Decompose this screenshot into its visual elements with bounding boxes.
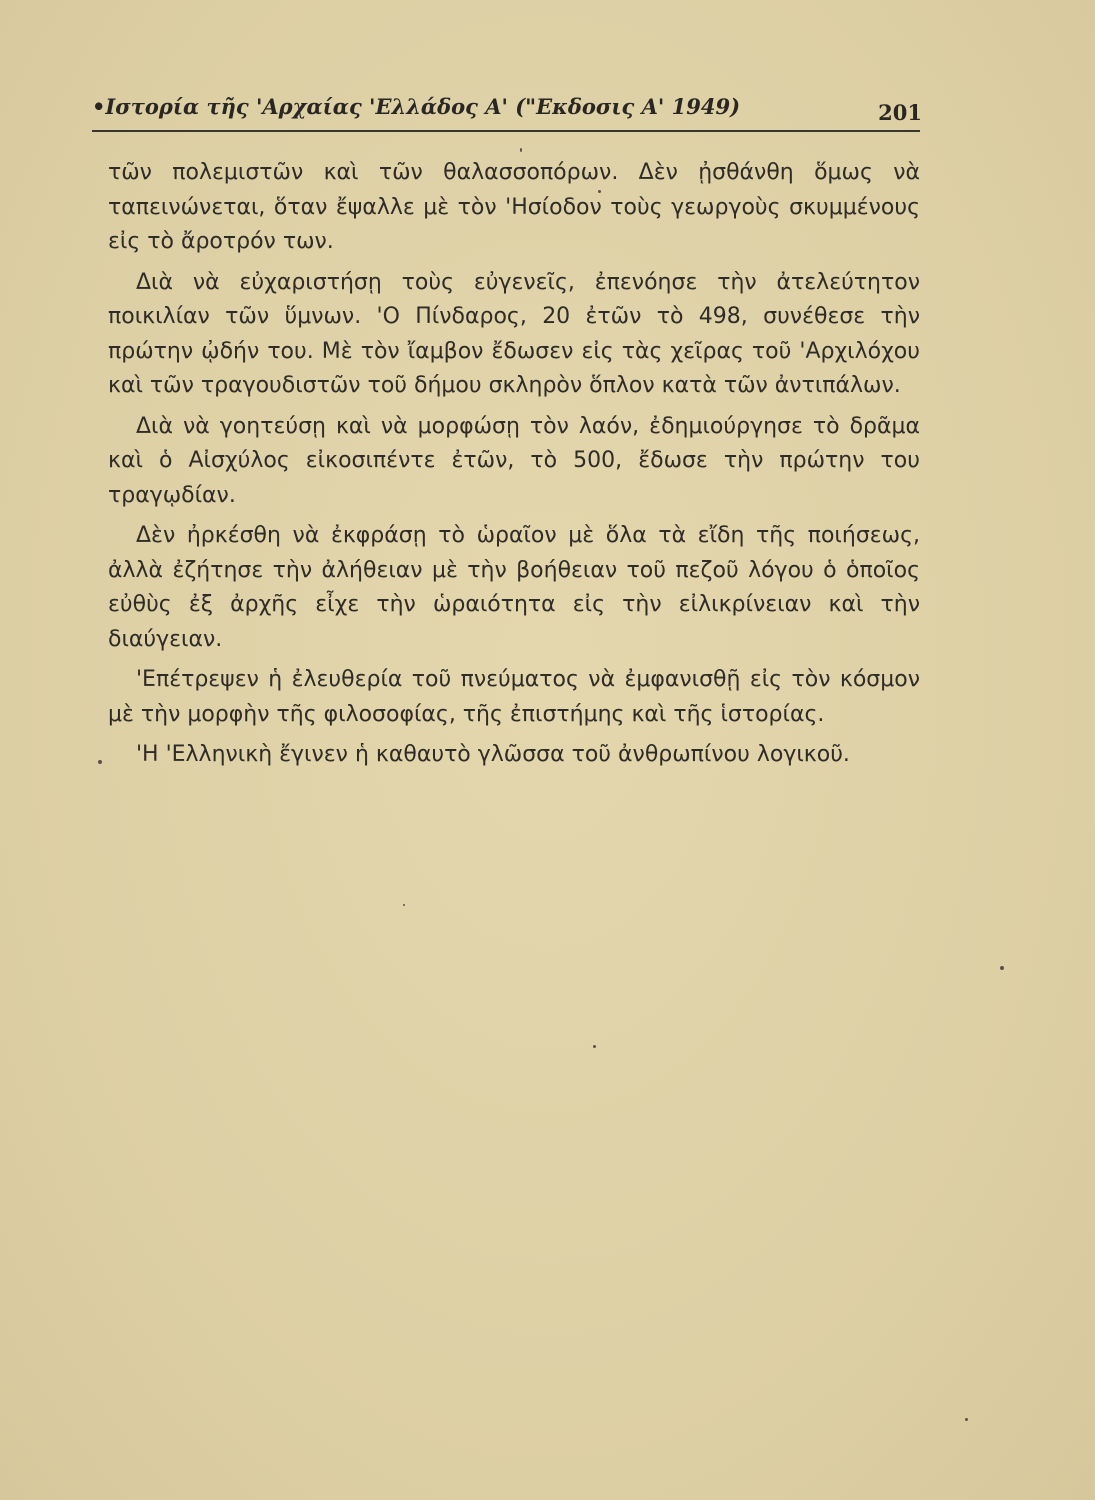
paper-speck: [598, 190, 601, 193]
paper-speck: [520, 148, 522, 152]
paper-speck: [98, 760, 102, 764]
paragraph-1: τῶν πολεμιστῶν καὶ τῶν θαλασσοπόρων. Δὲν ᾐσθάνθη ὅμως νὰ ταπεινώνεται, ὅταν ἔψαλλε μὲ τὸν 'Ησίοδον τοὺς γεωργοὺς σκυμμένους εἰς τὸ ἄροτρόν των.: [108, 160, 920, 254]
running-head: •Ιστορία τῆς 'Αρχαίας 'Ελλάδος Α' ("Εκδοσις Α' 1949): [92, 94, 741, 119]
paragraph-3: Διὰ νὰ γοητεύσῃ καὶ νὰ μορφώσῃ τὸν λαόν, ἐδημιούργησε τὸ δρᾶμα καὶ ὁ Αἰσχύλος εἰκοσιπέντε ἐτῶν, τὸ 500, ἔδωσε τὴν πρώτην του τραγῳδίαν.: [108, 413, 920, 508]
paper-speck: [403, 904, 405, 906]
paragraph-4: Δὲν ἠρκέσθη νὰ ἐκφράσῃ τὸ ὡραῖον μὲ ὅλα τὰ εἴδη τῆς ποιήσεως, ἀλλὰ ἐζήτησε τὴν ἀλήθειαν μὲ τὴν βοήθειαν τοῦ πεζοῦ λόγου ὁ ὁποῖος εὐθὺς ἐξ ἀρχῆς εἶχε τὴν ὡραιότητα εἰς τὴν εἰλικρίνειαν καὶ τὴν διαύγειαν.: [108, 523, 920, 652]
header-rule: [92, 130, 920, 132]
paragraph-6: 'Η 'Ελληνικὴ ἔγινεν ἡ καθαυτὸ γλῶσσα τοῦ ἀνθρωπίνου λογικοῦ.: [136, 742, 850, 767]
page-header: [92, 92, 922, 132]
paragraph-5: 'Επέτρεψεν ἡ ἐλευθερία τοῦ πνεύματος νὰ ἐμφανισθῇ εἰς τὸν κόσμον μὲ τὴν μορφὴν τῆς φιλοσοφίας, τῆς ἐπιστήμης καὶ τῆς ἱστορίας.: [108, 667, 920, 727]
paragraph-2: Διὰ νὰ εὐχαριστήσῃ τοὺς εὐγενεῖς, ἐπενόησε τὴν ἀτελεύτητον ποικιλίαν τῶν ὕμνων. 'Ο Πίνδαρος, 20 ἐτῶν τὸ 498, συνέθεσε τὴν πρώτην ᾠδήν του. Μὲ τὸν ἴαμβον ἔδωσεν εἰς τὰς χεῖρας τοῦ 'Αρχιλόχου καὶ τῶν τραγουδιστῶν τοῦ δήμου σκληρὸν ὅπλον κατὰ τῶν ἀντιπάλων.: [108, 269, 920, 398]
paper-speck: [593, 1045, 596, 1048]
page-number: 201: [878, 100, 922, 125]
paper-speck: [1000, 966, 1004, 970]
paper-speck: [965, 1418, 968, 1421]
body-text: [108, 156, 920, 779]
